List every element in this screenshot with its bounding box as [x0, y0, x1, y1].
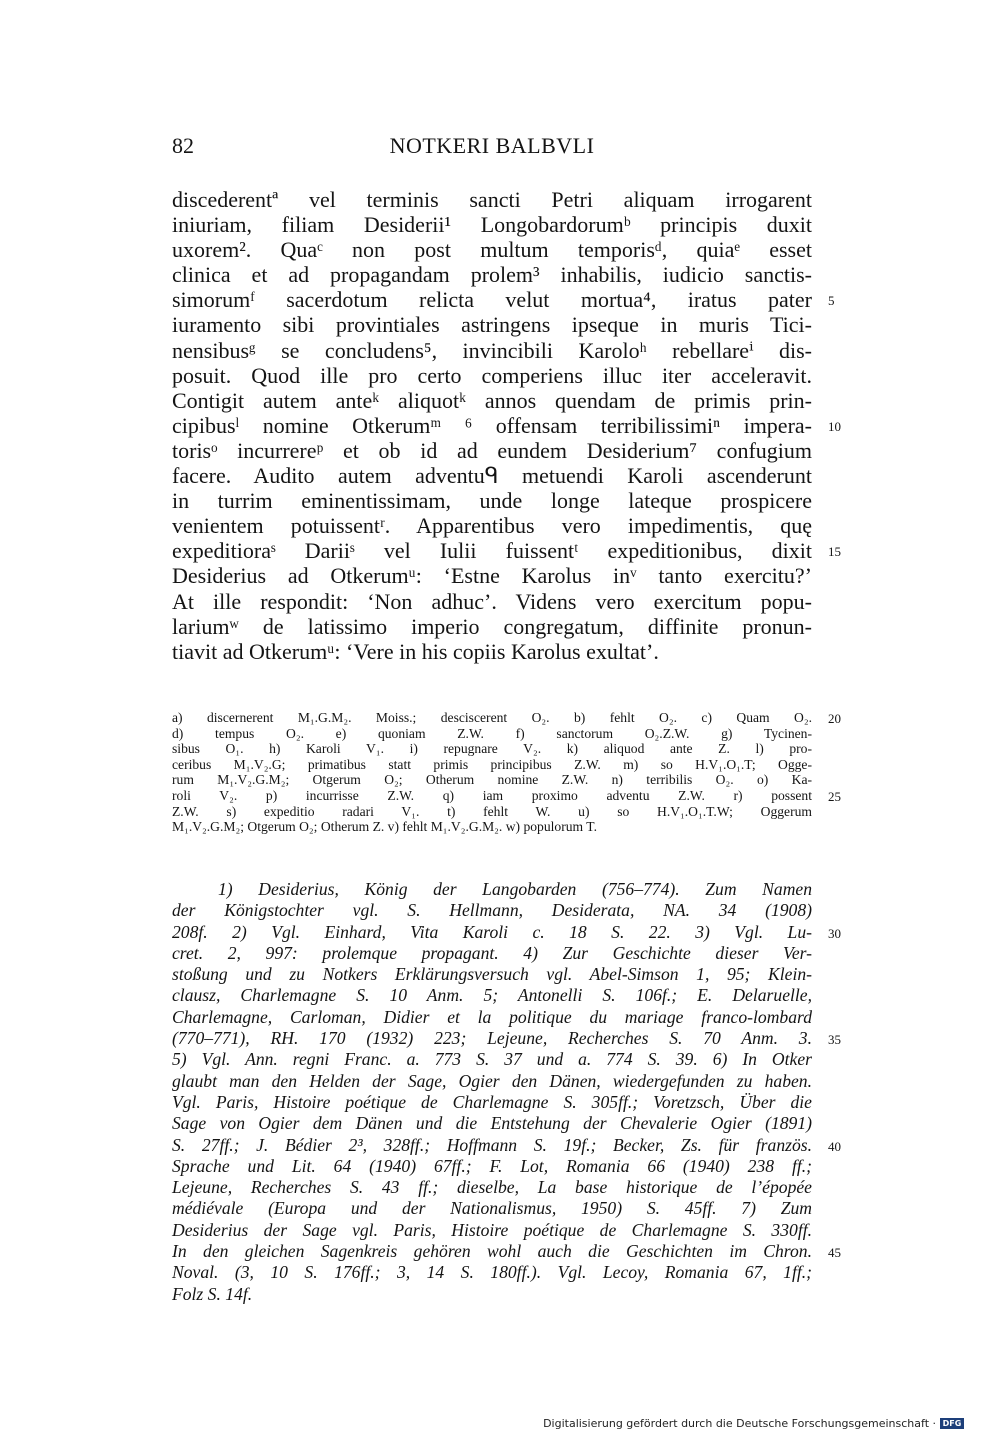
commentary-line: S. 27ff.; J. Bédier 2³, 328ff.; Hoffmann S. 19f.; Becker, Zs. für französ.: [172, 1134, 812, 1155]
commentary-line: Lejeune, Recherches S. 43 ff.; dieselbe, La base historique de l’épopée: [172, 1177, 812, 1198]
main-text-line: At ille respondit: ‘Non adhuc’. Videns vero exercitum popu-: [172, 588, 812, 614]
main-text-line: in turrim eminentissimam, unde longe lateque prospicere: [172, 488, 812, 514]
line-number: 15: [828, 544, 841, 560]
line-number: 10: [828, 418, 841, 434]
line-number: 5: [828, 293, 835, 309]
main-text-line: lariumʷ de latissimo imperio congregatum, diffinite pronun-: [172, 613, 812, 639]
commentary-line: cret. 2, 997: prolemque propagant. 4) Zur Geschichte dieser Ver-: [172, 942, 812, 963]
line-number: 45: [828, 1245, 841, 1261]
commentary-notes: [172, 879, 812, 1305]
commentary-line: médiévale (Europa und der Nationalismus, 1950) S. 45ff. 7) Zum: [172, 1198, 812, 1219]
commentary-line: der Königstochter vgl. S. Hellmann, Desiderata, NA. 34 (1908): [172, 900, 812, 921]
main-text-line: clinica et ad propagandam prolem³ inhabilis, iudicio sanctis-: [172, 262, 812, 288]
apparatus-line: sibus O₁. h) Karoli V₁. i) repugnare V₂. k) aliquod ante Z. l) pro-: [172, 741, 812, 757]
main-text-line: expeditioraˢ Dariiˢ vel Iulii fuissentᵗ expeditionibus, dixit: [172, 538, 812, 564]
main-text-line: nensibusᵍ se concludens⁵, invincibili Karoloʰ rebellareⁱ dis-: [172, 337, 812, 363]
credit-text: Digitalisierung gefördert durch die Deutsche Forschungsgemeinschaft ·: [543, 1417, 936, 1430]
commentary-line: Folz S. 14f.: [172, 1283, 253, 1304]
commentary-line: (770–771), RH. 170 (1932) 223; Lejeune, Recherches S. 70 Anm. 3.: [172, 1028, 812, 1049]
commentary-line: Charlemagne, Carloman, Didier et la politique du mariage franco-lombard: [172, 1006, 812, 1027]
apparatus-line: d) tempus O₂. e) quoniam Z.W. f) sanctorum O₂.Z.W. g) Tycinen-: [172, 725, 812, 741]
commentary-line: Sage von Ogier dem Dänen und die Entstehung der Chevalerie Ogier (1891): [172, 1113, 812, 1134]
main-text-line: iuramento sibi provintiales astringens ipseque in muris Tici-: [172, 312, 812, 338]
line-number: 40: [828, 1138, 841, 1154]
running-title: NOTKERI BALBVLI: [389, 133, 595, 158]
commentary-line: clausz, Charlemagne S. 10 Anm. 5; Antonelli S. 106f.; E. Delaruelle,: [172, 985, 812, 1006]
main-text-line: simorumᶠ sacerdotum relicta velut mortua⁴, iratus pater: [172, 287, 812, 313]
commentary-line: Desiderius der Sage vgl. Paris, Histoire poétique de Charlemagne S. 330ff.: [172, 1219, 812, 1240]
critical-apparatus: [172, 710, 812, 835]
line-number: 30: [828, 925, 841, 941]
main-text: [172, 187, 812, 664]
commentary-line: In den gleichen Sagenkreis gehören wohl auch die Geschichten im Chron.: [172, 1241, 812, 1262]
commentary-line: Vgl. Paris, Histoire poétique de Charlemagne S. 305ff.; Voretzsch, Über die: [172, 1091, 812, 1112]
line-number: 35: [828, 1032, 841, 1048]
apparatus-line: roli V₂. p) incurrisse Z.W. q) iam proximo adventu Z.W. r) possent: [172, 787, 812, 803]
main-text-line: posuit. Quod ille pro certo comperiens illuc iter acceleravit.: [172, 362, 812, 388]
apparatus-line: M₁.V₂.G.M₂; Otgerum O₂; Otherum Z. v) fehlt M₁.V₂.G.M₂. w) populorum T.: [172, 819, 597, 835]
commentary-line: 5) Vgl. Ann. regni Franc. a. 773 S. 37 und a. 774 S. 39. 6) In Otker: [172, 1049, 812, 1070]
main-text-line: torisᵒ incurrereᵖ et ob id ad eundem Desiderium⁷ confugium: [172, 437, 812, 463]
main-text-line: tiavit ad Otkerumᵘ: ‘Vere in his copiis Karolus exultat’.: [172, 638, 659, 664]
dfg-logo: DFG: [940, 1418, 964, 1429]
main-text-line: Desiderius ad Otkerumᵘ: ‘Estne Karolus inᵛ tanto exercitu?’: [172, 563, 812, 589]
line-number: 25: [828, 789, 841, 805]
digitization-credit: [543, 1417, 964, 1430]
main-text-line: cipibusˡ nomine Otkerumᵐ ⁶ offensam terribilissimiⁿ impera-: [172, 412, 812, 438]
line-number: 20: [828, 711, 841, 727]
main-text-line: venientem potuissentʳ. Apparentibus vero impedimentis, quę: [172, 513, 812, 539]
main-text-line: discederentª vel terminis sancti Petri aliquam irrogarent: [172, 187, 812, 212]
main-text-line: Contigit autem anteᵏ aliquotᵏ annos quendam de primis prin-: [172, 387, 812, 413]
commentary-line: glaubt man den Helden der Sage, Ogier den Dänen, wiedergefunden zu haben.: [172, 1070, 812, 1091]
commentary-line: 1) Desiderius, König der Langobarden (756–774). Zum Namen: [218, 879, 812, 899]
main-text-line: facere. Audito autem adventuᑫ metuendi Karoli ascenderunt: [172, 463, 812, 489]
commentary-line: stoßung und zu Notkers Erklärungsversuch vgl. Abel-Simson 1, 95; Klein-: [172, 964, 812, 985]
main-text-line: iniuriam, filiam Desiderii¹ Longobardorumᵇ principis duxit: [172, 212, 812, 238]
page-header: [172, 133, 812, 163]
apparatus-line: rum M₁.V₂.G.M₂; Otgerum O₂; Otherum nomine Z.W. n) terribilis O₂. o) Ka-: [172, 772, 812, 788]
apparatus-line: a) discernerent M₁.G.M₂. Moiss.; desciscerent O₂. b) fehlt O₂. c) Quam O₂.: [172, 710, 812, 725]
commentary-line: Noval. (3, 10 S. 176ff.; 3, 14 S. 180ff.). Vgl. Lecoy, Romania 67, 1ff.;: [172, 1262, 812, 1283]
main-text-line: uxorem². Quaᶜ non post multum temporisᵈ, quiaᵉ esset: [172, 237, 812, 263]
apparatus-line: ceribus M₁.V₂.G; primatibus statt primis principibus Z.W. m) so H.V₁.O₁.T; Ogge-: [172, 756, 812, 772]
commentary-line: Sprache und Lit. 64 (1940) 67ff.; F. Lot, Romania 66 (1940) 238 ff.;: [172, 1155, 812, 1176]
page-number: 82: [172, 133, 194, 158]
commentary-line: 208f. 2) Vgl. Einhard, Vita Karoli c. 18 S. 22. 3) Vgl. Lu-: [172, 921, 812, 942]
apparatus-line: Z.W. s) expeditio radari V₁. t) fehlt W. u) so H.V₁.O₁.T.W; Oggerum: [172, 803, 812, 819]
